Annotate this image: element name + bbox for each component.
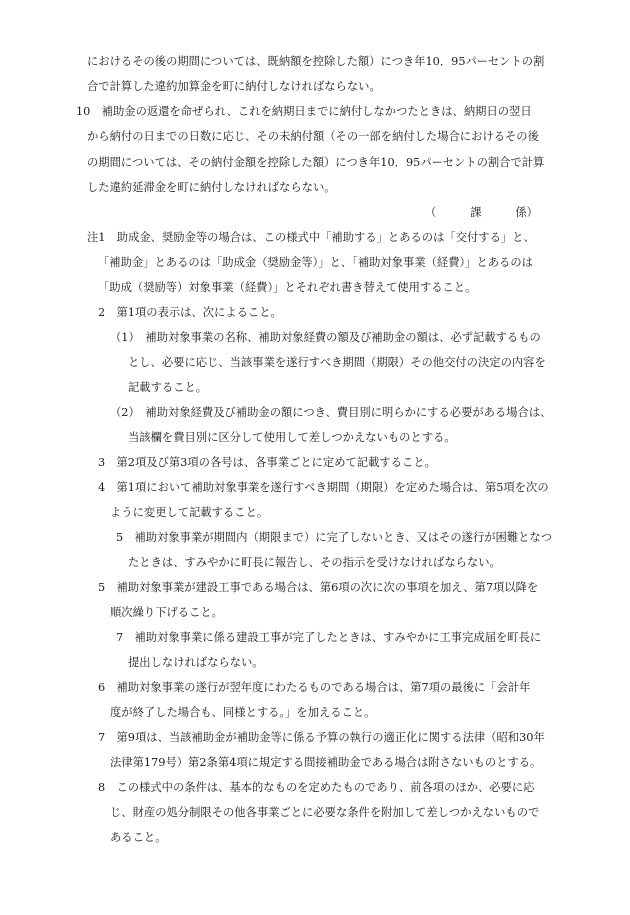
text-line: 7 第9項は、当該補助金が補助金等に係る予算の執行の適正化に関する法律（昭和30年 [98,731,545,744]
text-line: 法律第179号）第2条第4項に規定する間接補助金である場合は附さないものとする。 [110,756,542,769]
text-line: 6 補助対象事業の遂行が翌年度にわたるものである場合は、第7項の最後に「会計年 [98,681,531,694]
text-line: （2） 補助対象経費及び補助金の額につき、費目別に明らかにする必要がある場合は、 [110,406,552,419]
text-line: （1） 補助対象事業の名称、補助対象経費の額及び補助金の額は、必ず記載するもの [110,331,541,344]
text-line: から納付の日までの日数に応じ、その未納付額（その一部を納付した場合におけるその後 [87,130,539,143]
text-line: 5 補助対象事業が期間内（期限まで）に完了しないとき、又はその遂行が困難となつ [116,531,553,544]
text-line: 8 この様式中の条件は、基本的なものを定めたものであり、前各項のほか、必要に応 [98,781,535,794]
text-line: 当該欄を費目別に区分して使用して差しつかえないものとする。 [128,431,456,444]
text-line: 「補助金」とあるのは「助成金（奨励金等）」と、「補助対象事業（経費）」とあるのは [98,256,533,269]
text-line: 4 第1項において補助対象事業を遂行すべき期間（期限）を定めた場合は、第5項を次の [98,481,549,494]
text-line: 順次繰り下げること。 [110,606,223,619]
text-line: とし、必要に応じ、当該事業を遂行すべき期間（期限）その他交付の決定の内容を [128,356,546,369]
text-line: 「助成（奨励等）対象事業（経費）」とそれぞれ書き替えて使用すること。 [98,281,477,294]
text-line: 提出しなければならない。 [128,656,264,669]
text-line: におけるその後の期間については、既納額を控除した額）につき年10．95パーセントの割 [87,55,545,68]
text-line: たときは、すみやかに町長に報告し、その指示を受けなければならない。 [128,556,501,569]
text-line: の期間については、その納付金額を控除した額）につき年10．95パーセントの割合で計算 [87,156,545,169]
text-line: 度が終了した場合も、同様とする。」を加えること。 [110,706,376,719]
text-line: 10 補助金の返還を命ぜられ、これを納期日までに納付しなかつたときは、納期日の翌日 [76,105,532,118]
text-line: あること。 [110,831,167,844]
text-line: ように変更して記載すること。 [110,506,269,519]
text-line: じ、財産の処分制限その他各事業ごとに必要な条件を附加して差しつかえないもので [110,806,540,819]
text-line: 5 補助対象事業が建設工事である場合は、第6項の次に次の事項を加え、第7項以降を [98,581,539,594]
text-line: した違約延滞金を町に納付しなければならない。 [87,181,336,194]
text-line: 注1 助成金、奨励金等の場合は、この様式中「補助する」とあるのは「交付する」と、 [87,231,535,244]
text-line: 2 第1項の表示は、次によること。 [98,306,282,319]
text-line: 7 補助対象事業に係る建設工事が完了したときは、すみやかに工事完成届を町長に [116,631,542,644]
text-line: 合で計算した違約加算金を町に納付しなければならない。 [87,80,381,93]
text-line: 3 第2項及び第3項の各号は、各事業ごとに定めて記載すること。 [98,456,436,469]
text-line: 記載すること。 [128,381,208,394]
department-section-label: （ 課 係） [425,206,538,219]
